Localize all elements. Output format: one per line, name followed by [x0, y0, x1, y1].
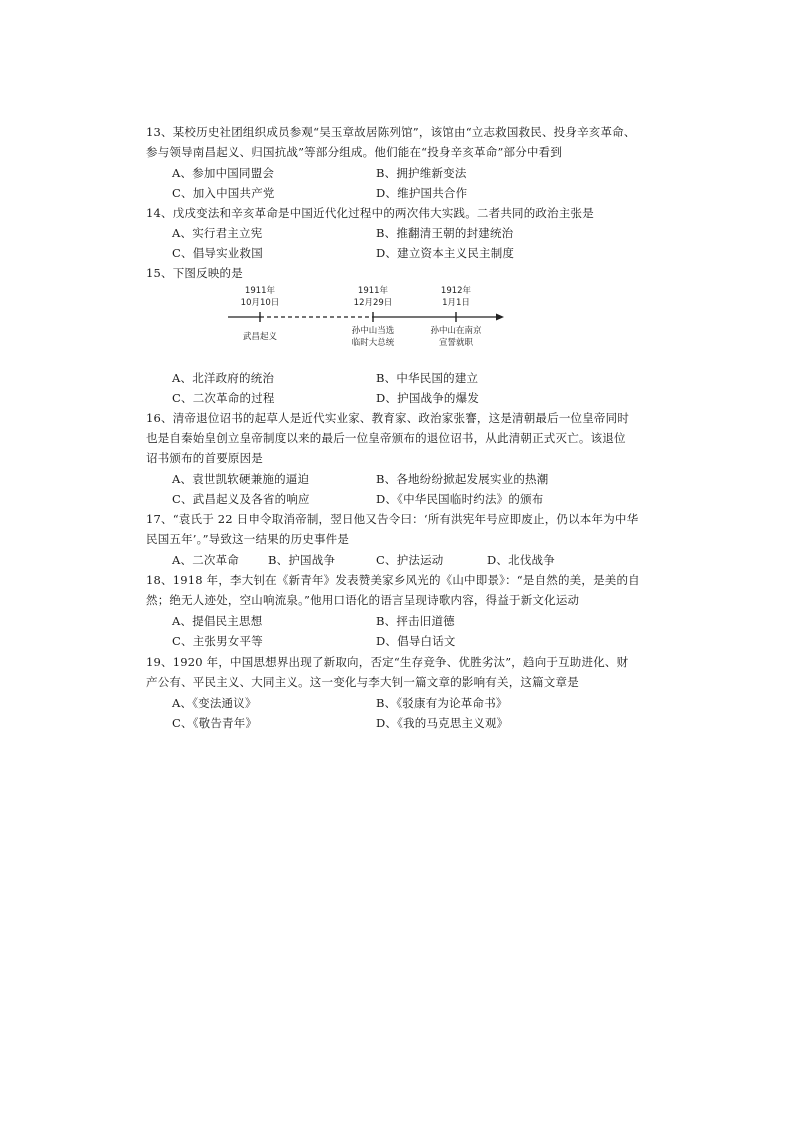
question-18-option-d: D、倡导白话文 — [376, 634, 456, 648]
question-16-stem-line-3: 诏书颁布的首要原因是 — [146, 451, 263, 465]
question-13-option-d: D、维护国共合作 — [376, 186, 468, 200]
question-17-option-d: D、北伐战争 — [487, 553, 555, 567]
question-15-option-d: D、护国战争的爆发 — [376, 391, 480, 405]
timeline-event-2-year: 1911年 — [357, 286, 389, 296]
question-17-stem-line-2: 民国五年’。”导致这一结果的历史事件是 — [146, 532, 350, 546]
timeline-event-1-date: 10月10日 — [240, 298, 280, 308]
question-13-option-a: A、参加中国同盟会 — [172, 166, 275, 180]
question-14-option-d: D、建立资本主义民主制度 — [376, 246, 515, 260]
timeline-event-3-label-line-2: 宣誓就职 — [438, 338, 474, 348]
question-17-stem-line-1: 17、“袁氏于 22 日申令取消帝制，翌日他又告令曰：‘所有洪宪年号应即废止，仍以本年为中华 — [146, 512, 639, 526]
timeline-event-1-year: 1911年 — [244, 286, 276, 296]
question-14-stem-line-1: 14、戊戌变法和辛亥革命是中国近代化过程中的两次伟大实践。二者共同的政治主张是 — [146, 206, 594, 220]
question-16-option-b: B、各地纷纷掀起发展实业的热潮 — [376, 472, 549, 486]
timeline-event-1-label: 武昌起义 — [242, 332, 278, 342]
question-14-option-c: C、倡导实业救国 — [172, 246, 263, 260]
question-19-stem-line-1: 19、1920 年，中国思想界出现了新取向，否定“生存竞争、优胜劣汰”，趋向于互助进化、财 — [146, 655, 629, 669]
timeline-event-3-label-line-1: 孙中山在南京 — [430, 326, 482, 336]
timeline-arrow-head — [496, 314, 504, 321]
question-17-option-b: B、护国战争 — [268, 553, 336, 567]
question-15-stem-line-1: 15、下图反映的是 — [146, 266, 243, 280]
question-15-option-a: A、北洋政府的统治 — [172, 371, 275, 385]
question-18-option-a: A、提倡民主思想 — [172, 614, 263, 628]
timeline-event-3-year: 1912年 — [440, 286, 472, 296]
question-13-option-b: B、拥护维新变法 — [376, 166, 467, 180]
question-16-option-c: C、武昌起义及各省的响应 — [172, 492, 310, 506]
question-18-stem-line-1: 18、1918 年，李大钊在《新青年》发表赞美家乡风光的《山中即景》：“是自然的美，是美的自 — [146, 573, 640, 587]
question-17-option-a: A、二次革命 — [172, 553, 240, 567]
question-14-option-b: B、推翻清王朝的封建统治 — [376, 226, 514, 240]
question-16-option-d: D、《中华民国临时约法》的颁布 — [376, 492, 544, 506]
question-19-option-b: B、《驳康有为论革命书》 — [376, 696, 508, 710]
question-16-stem-line-2: 也是自秦始皇创立皇帝制度以来的最后一位皇帝颁布的退位诏书，从此清朝正式灭亡。该退位 — [146, 431, 626, 445]
question-19-option-a: A、《变法通议》 — [172, 696, 257, 710]
question-17-option-c: C、护法运动 — [376, 553, 444, 567]
question-15-option-b: B、中华民国的建立 — [376, 371, 479, 385]
question-13-option-c: C、加入中国共产党 — [172, 186, 275, 200]
question-19-option-d: D、《我的马克思主义观》 — [376, 716, 509, 730]
question-18-option-b: B、抨击旧道德 — [376, 614, 455, 628]
question-19-stem-line-2: 产公有、平民主义、大同主义。这一变化与李大钊一篇文章的影响有关，这篇文章是 — [146, 675, 579, 689]
question-16-stem-line-1: 16、清帝退位诏书的起草人是近代实业家、教育家、政治家张謇，这是清朝最后一位皇帝同时 — [146, 411, 630, 425]
timeline-event-2-label-line-1: 孙中山当选 — [351, 326, 395, 336]
timeline-figure — [228, 284, 508, 352]
question-19-option-c: C、《敬告青年》 — [172, 716, 258, 730]
timeline-event-3-date: 1月1日 — [442, 298, 470, 308]
question-15-option-c: C、二次革命的过程 — [172, 391, 275, 405]
timeline-event-2-label-line-2: 临时大总统 — [351, 338, 395, 348]
timeline-event-2-date: 12月29日 — [353, 298, 393, 308]
question-18-option-c: C、主张男女平等 — [172, 634, 263, 648]
question-13-stem-line-2: 参与领导南昌起义、归国抗战”等部分组成。他们能在“投身辛亥革命”部分中看到 — [146, 145, 563, 159]
question-16-option-a: A、袁世凯软硬兼施的逼迫 — [172, 472, 310, 486]
question-13-stem-line-1: 13、某校历史社团组织成员参观“吴玉章故居陈列馆”，该馆由“立志救国救民、投身辛亥革命、 — [146, 125, 636, 139]
question-18-stem-line-2: 然；绝无人迹处，空山响流泉。”他用口语化的语言呈现诗歌内容，得益于新文化运动 — [146, 593, 580, 607]
question-14-option-a: A、实行君主立宪 — [172, 226, 263, 240]
